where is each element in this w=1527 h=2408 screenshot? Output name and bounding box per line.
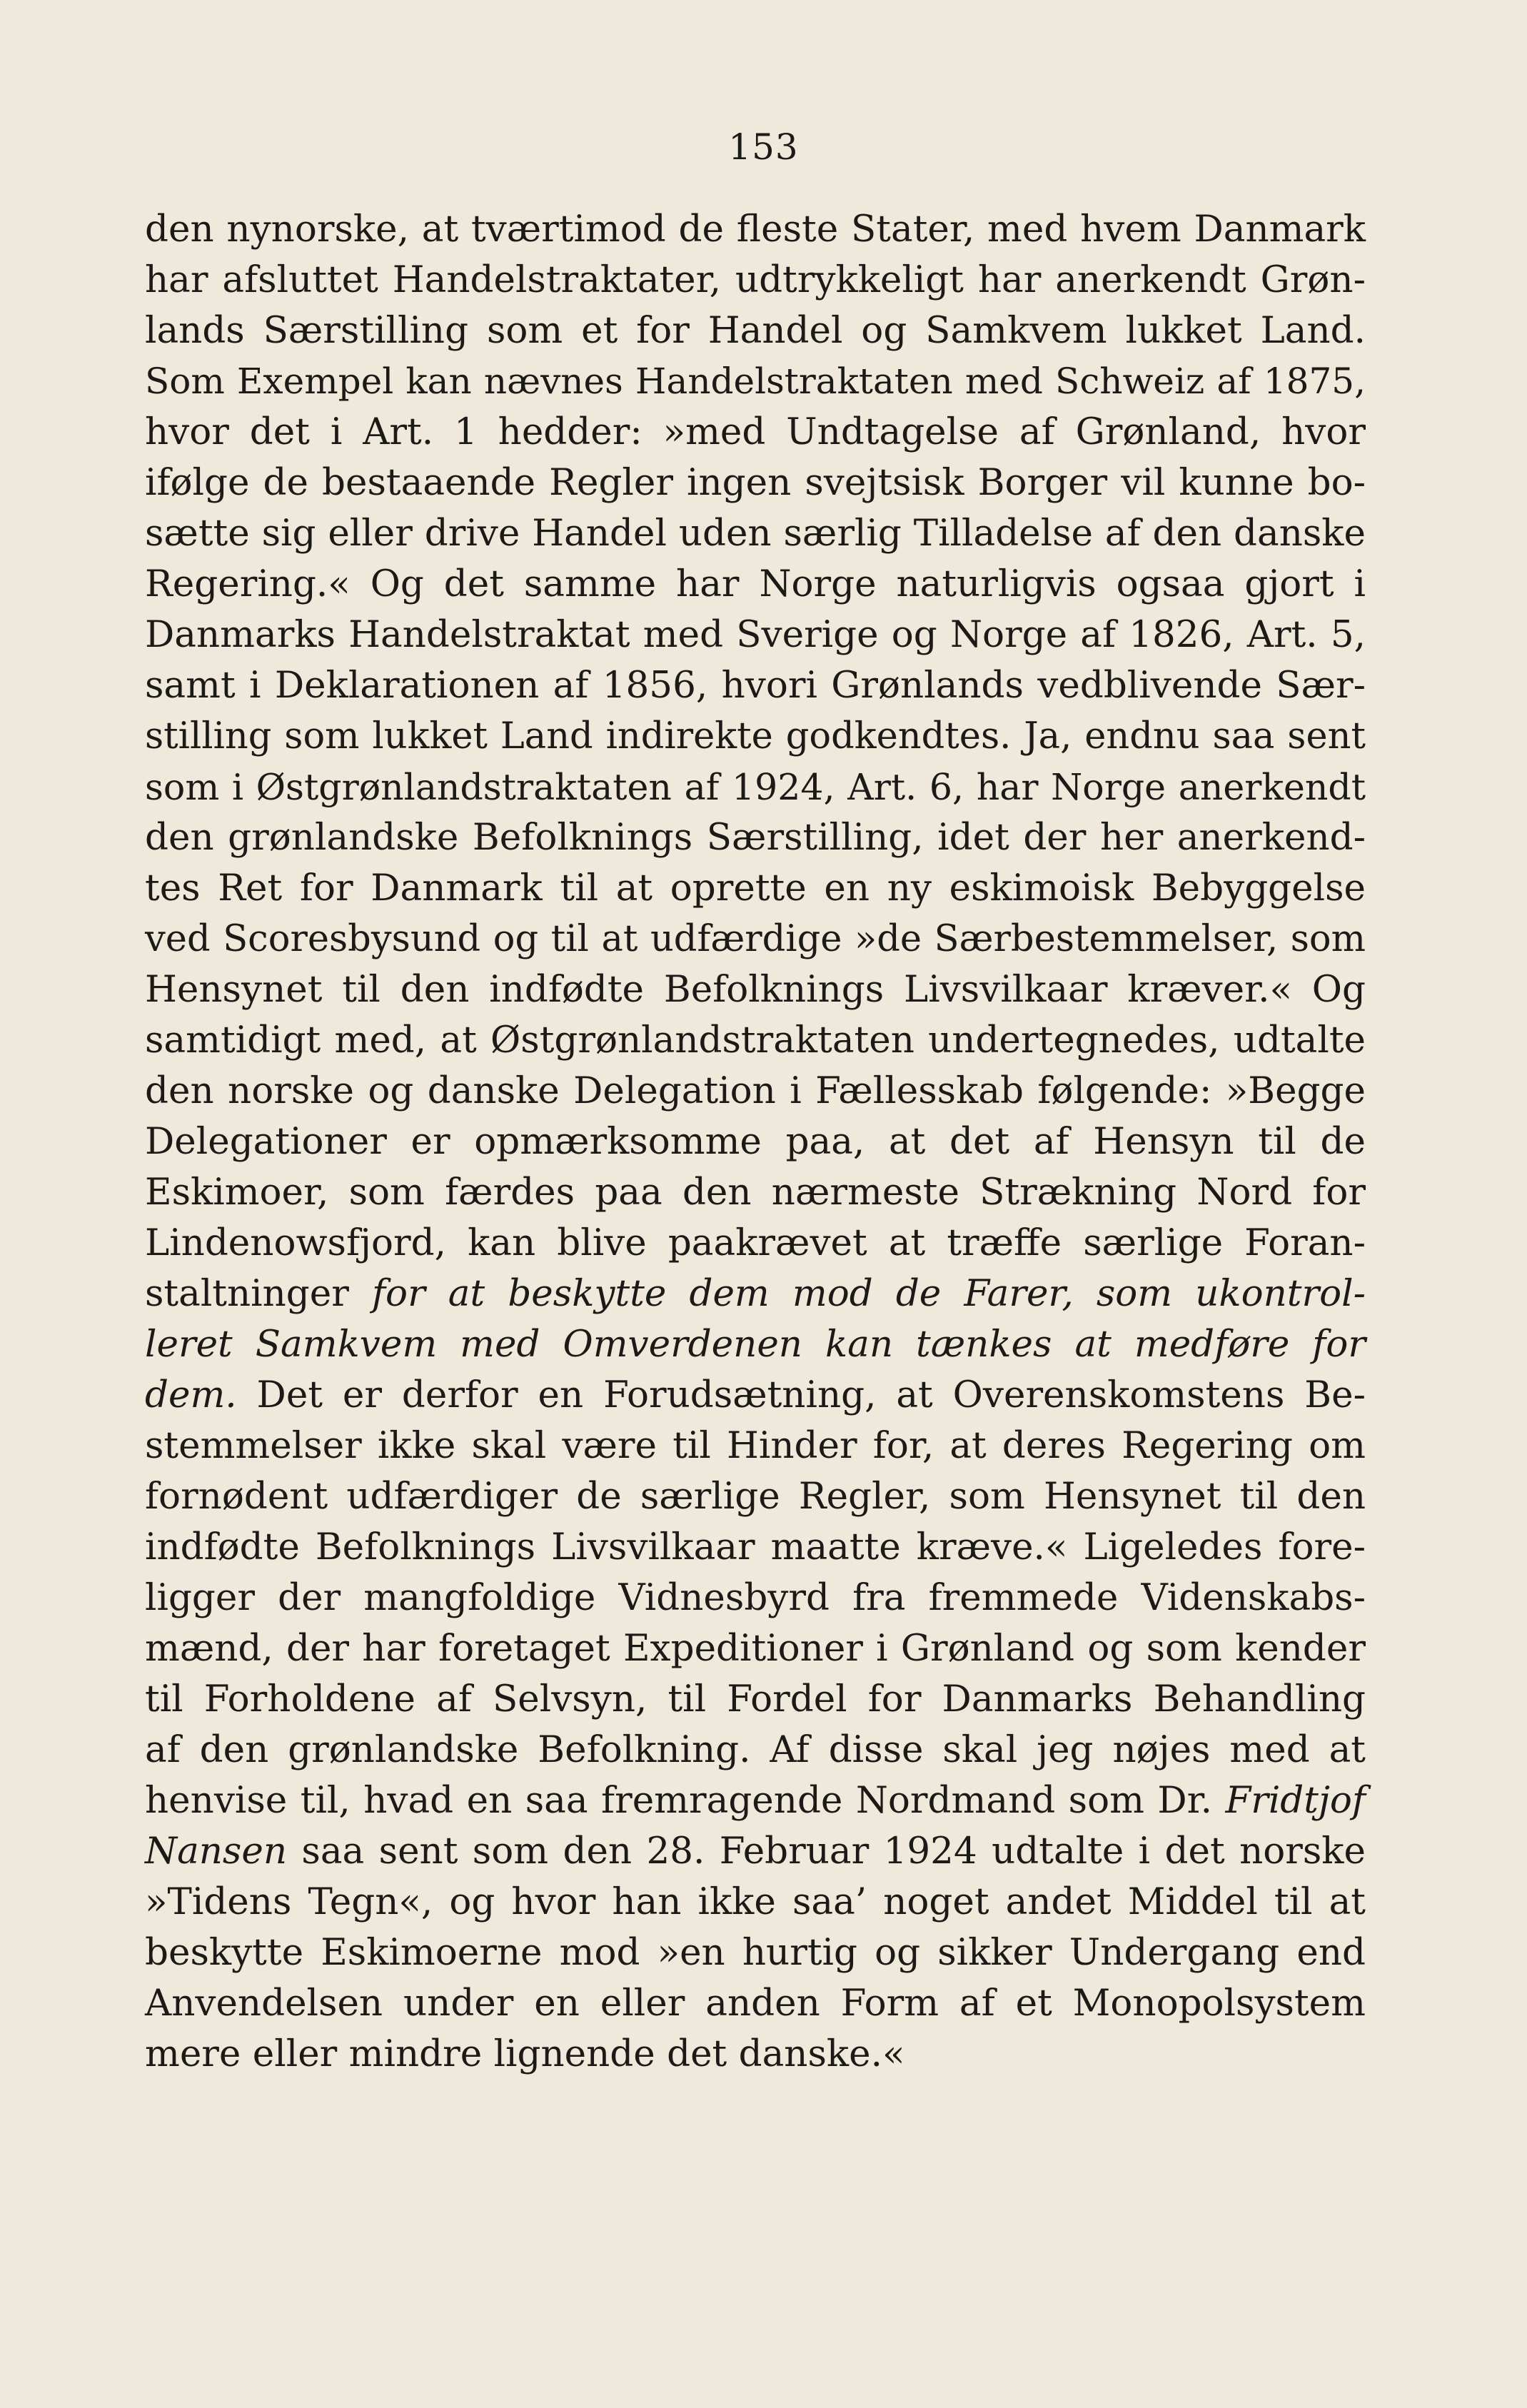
text-line bbox=[145, 660, 1366, 711]
text-run: Hensynet til den indfødte Befolknings Livsvilkaar kræver.« Og bbox=[145, 968, 1366, 1011]
italic-text: leret Samkvem med Omverdenen kan tænkes at medføre for bbox=[145, 1323, 1366, 1366]
text-line bbox=[145, 356, 1366, 407]
text-line bbox=[145, 1978, 1366, 2029]
text-run: fornødent udfærdiger de særlige Regler, som Hensynet til den bbox=[145, 1475, 1366, 1518]
text-run: henvise til, hvad en saa fremragende Nordmand som Dr. bbox=[145, 1779, 1226, 1822]
text-line bbox=[145, 1471, 1366, 1522]
text-line bbox=[145, 1725, 1366, 1775]
text-line bbox=[145, 812, 1366, 863]
text-line bbox=[145, 204, 1366, 255]
text-line bbox=[145, 1522, 1366, 1573]
text-line bbox=[145, 1928, 1366, 1978]
text-run: staltninger bbox=[145, 1272, 372, 1315]
text-run: Delegationer er opmærksomme paa, at det af Hensyn til de bbox=[145, 1120, 1366, 1163]
text-run: »Tidens Tegn«, og hvor han ikke saa’ noget andet Middel til at bbox=[145, 1880, 1366, 1923]
text-line bbox=[145, 1066, 1366, 1117]
text-run: den norske og danske Delegation i Fællesskab følgende: »Begge bbox=[145, 1069, 1366, 1112]
text-run: Lindenowsfjord, kan blive paakrævet at træffe særlige Foran- bbox=[145, 1221, 1366, 1264]
text-line bbox=[145, 1319, 1366, 1370]
text-run: mere eller mindre lignende det danske.« bbox=[145, 2032, 905, 2075]
text-run: Danmarks Handelstraktat med Sverige og Norge af 1826, Art. 5, bbox=[145, 613, 1366, 656]
text-run: den nynorske, at tværtimod de fleste Stater, med hvem Danmark bbox=[145, 208, 1366, 251]
text-run: indfødte Befolknings Livsvilkaar maatte kræve.« Ligeledes fore- bbox=[145, 1526, 1366, 1568]
text-run: Eskimoer, som færdes paa den nærmeste Strækning Nord for bbox=[145, 1171, 1366, 1214]
text-line bbox=[145, 255, 1366, 306]
text-run: af den grønlandske Befolkning. Af disse skal jeg nøjes med at bbox=[145, 1728, 1366, 1771]
text-line bbox=[145, 1877, 1366, 1928]
text-run: den grønlandske Befolknings Særstilling, idet der her anerkend- bbox=[145, 816, 1366, 859]
text-run: stilling som lukket Land indirekte godkendtes. Ja, endnu saa sent bbox=[145, 715, 1366, 757]
text-line bbox=[145, 1623, 1366, 1674]
text-run: tes Ret for Danmark til at oprette en ny eskimoisk Bebyggelse bbox=[145, 867, 1366, 910]
text-line bbox=[145, 1117, 1366, 1167]
text-line bbox=[145, 1370, 1366, 1421]
text-line bbox=[145, 1269, 1366, 1319]
text-line bbox=[145, 559, 1366, 610]
text-run: sætte sig eller drive Handel uden særlig Tilladelse af den danske bbox=[145, 512, 1366, 555]
text-run: Anvendelsen under en eller anden Form af et Monopolsystem bbox=[145, 1982, 1366, 2025]
text-run: ved Scoresbysund og til at udfærdige »de Særbestemmelser, som bbox=[145, 918, 1366, 960]
text-run: lands Særstilling som et for Handel og Samkvem lukket Land. bbox=[145, 309, 1366, 352]
text-line bbox=[145, 1674, 1366, 1725]
text-line bbox=[145, 863, 1366, 914]
text-line bbox=[145, 1167, 1366, 1218]
text-run: Det er derfor en Forudsætning, at Overenskomstens Be- bbox=[236, 1374, 1366, 1416]
text-line bbox=[145, 1015, 1366, 1066]
text-line bbox=[145, 711, 1366, 762]
italic-text: Nansen bbox=[145, 1830, 288, 1873]
text-line bbox=[145, 914, 1366, 964]
text-run: Som Exempel kan nævnes Handelstraktaten med Schweiz af 1875, bbox=[145, 361, 1366, 402]
text-run: samtidigt med, at Østgrønlandstraktaten undertegnedes, udtalte bbox=[145, 1019, 1366, 1062]
text-line bbox=[145, 964, 1366, 1015]
text-run: til Forholdene af Selvsyn, til Fordel for Danmarks Behandling bbox=[145, 1678, 1366, 1721]
italic-text: dem. bbox=[145, 1374, 237, 1416]
text-run: har afsluttet Handelstraktater, udtrykkeligt har anerkendt Grøn- bbox=[145, 258, 1366, 301]
text-line bbox=[145, 1218, 1366, 1269]
text-line bbox=[145, 458, 1366, 508]
text-run: stemmelser ikke skal være til Hinder for, at deres Regering om bbox=[145, 1424, 1366, 1467]
text-run: ligger der mangfoldige Vidnesbyrd fra fremmede Videnskabs- bbox=[145, 1576, 1366, 1619]
text-run: beskytte Eskimoerne mod »en hurtig og sikker Undergang end bbox=[145, 1931, 1366, 1974]
text-run: hvor det i Art. 1 hedder: »med Undtagelse af Grønland, hvor bbox=[145, 410, 1366, 453]
text-run: saa sent som den 28. Februar 1924 udtalte i det norske bbox=[287, 1830, 1366, 1873]
text-line bbox=[145, 2029, 1366, 2080]
italic-text: for at beskytte dem mod de Farer, som ukontrol- bbox=[372, 1272, 1366, 1315]
italic-text: Fridtjof bbox=[1225, 1779, 1366, 1822]
text-line bbox=[145, 1826, 1366, 1877]
body-text bbox=[145, 204, 1366, 2080]
text-line bbox=[145, 306, 1366, 356]
text-line bbox=[145, 610, 1366, 660]
text-line bbox=[145, 1573, 1366, 1623]
text-line bbox=[145, 1421, 1366, 1471]
text-line bbox=[145, 508, 1366, 559]
page-number: 153 bbox=[728, 126, 799, 168]
text-line bbox=[145, 762, 1366, 812]
text-run: som i Østgrønlandstraktaten af 1924, Art. 6, har Norge anerkendt bbox=[145, 766, 1366, 808]
text-line bbox=[145, 1775, 1366, 1826]
text-run: mænd, der har foretaget Expeditioner i Grønland og som kender bbox=[145, 1627, 1366, 1670]
text-run: samt i Deklarationen af 1856, hvori Grønlands vedblivende Sær- bbox=[145, 664, 1366, 707]
text-run: Regering.« Og det samme har Norge naturligvis ogsaa gjort i bbox=[145, 563, 1366, 605]
text-line bbox=[145, 407, 1366, 458]
text-run: ifølge de bestaaende Regler ingen svejtsisk Borger vil kunne bo- bbox=[145, 461, 1366, 504]
